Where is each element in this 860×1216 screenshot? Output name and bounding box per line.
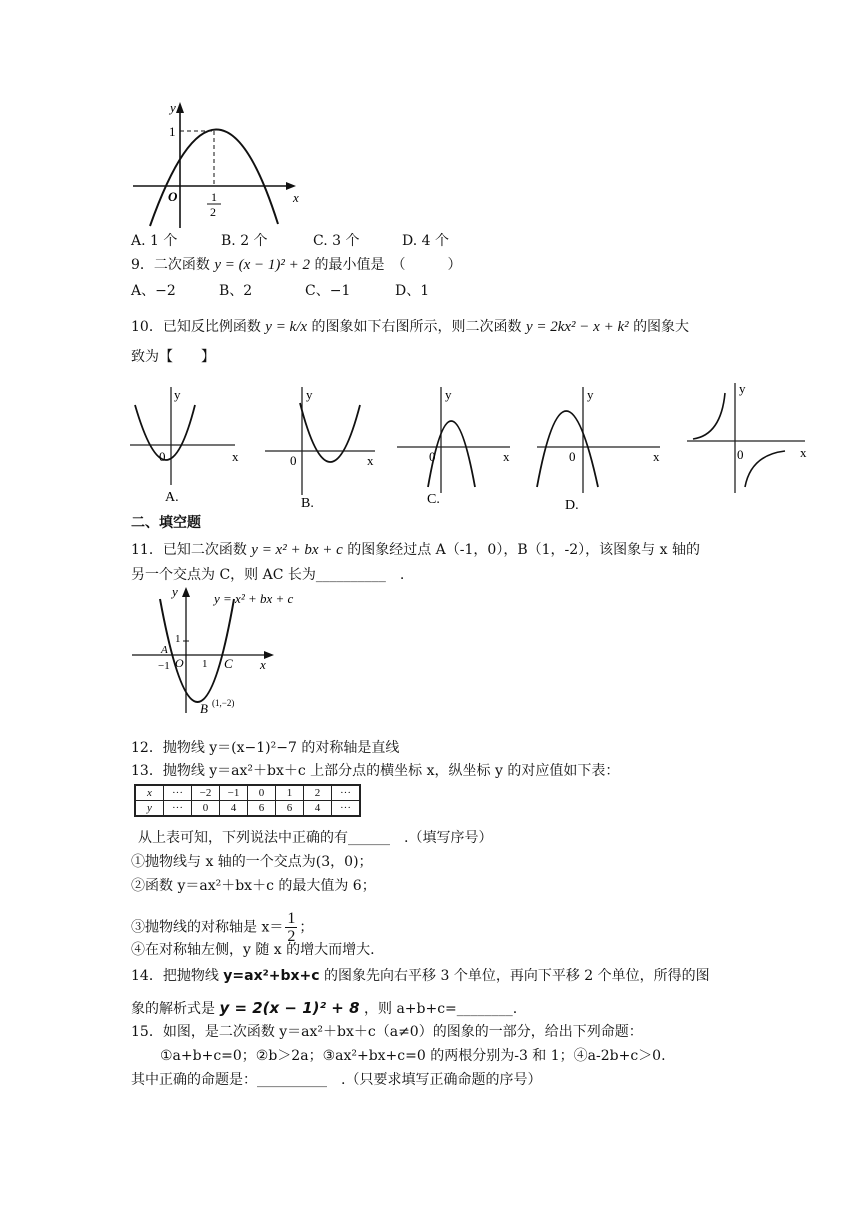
- q11-fig-o: O: [175, 656, 184, 670]
- q14-a: 14．把抛物线: [131, 968, 219, 984]
- graph-d-y: y: [587, 387, 594, 402]
- q11-line2: 另一个交点为 C，则 AC 长为__________ .: [131, 567, 405, 583]
- fig8-x-label: x: [293, 190, 299, 205]
- q11-fig-bpt: (1,−2): [212, 698, 235, 708]
- q9-tail: 的最小值是 （ ）: [314, 257, 462, 273]
- q14-line2: [131, 999, 517, 1018]
- q9-option-c: C、−1: [305, 283, 351, 299]
- q11-expr: y = x² + bx + c: [251, 542, 343, 558]
- table-cell: ···: [332, 801, 361, 817]
- q9-option-b: B、2: [219, 283, 253, 299]
- graph-d: [537, 387, 660, 513]
- question-14: [131, 967, 710, 985]
- q13-s3-fraction: [285, 910, 297, 945]
- table-cell: 0: [248, 785, 276, 801]
- q14-c: 象的解析式是: [131, 1001, 215, 1017]
- graph-a-x: x: [232, 449, 239, 464]
- question-15: 15．如图，是二次函数 y＝ax²＋bx＋c（a≠0）的图象的一部分，给出下列命题：: [131, 1024, 643, 1040]
- q8-option-b: B. 2 个: [221, 233, 268, 249]
- question-9: [131, 256, 462, 274]
- q8-option-d: D. 4 个: [402, 233, 449, 249]
- q11-fig-one-y: 1: [175, 633, 181, 645]
- question-11: [131, 541, 700, 559]
- q11-fig-b: B: [200, 701, 208, 716]
- table-row-x: [135, 785, 360, 801]
- graph-b: [265, 387, 375, 511]
- table-cell: y: [135, 801, 164, 817]
- q8-parabola-figure: [128, 98, 308, 230]
- graph-c: [397, 387, 510, 507]
- table-cell: 6: [276, 801, 304, 817]
- q11-fig-y: y: [172, 585, 178, 599]
- q10-text-b: 的图象如下右图所示，则二次函数: [311, 319, 522, 335]
- table-cell: −2: [192, 785, 220, 801]
- q8-options: [131, 232, 449, 250]
- table-cell: −1: [220, 785, 248, 801]
- graph-c-o: 0: [429, 449, 436, 464]
- q11-fig-c: C: [224, 656, 233, 671]
- table-row-y: [135, 801, 360, 817]
- q11-figure: [128, 585, 328, 717]
- graph-b-y: y: [306, 387, 313, 402]
- graph-c-x: x: [503, 449, 510, 464]
- q11-line1b: 的图象经过点 A（-1，0），B（1，-2），该图象与 x 轴的: [347, 542, 700, 558]
- fig8-one-label: 1: [169, 124, 176, 139]
- table-cell: 1: [276, 785, 304, 801]
- table-cell: 6: [248, 801, 276, 817]
- q10-expr2: y = 2kx² − x + k²: [525, 319, 629, 335]
- q13-statement-1: ①抛物线与 x 轴的一个交点为(3，0)；: [131, 854, 373, 870]
- q13-statement-4: ④在对称轴左侧，y 随 x 的增大而增大.: [131, 942, 375, 958]
- q10-text-c: 的图象大: [633, 319, 690, 335]
- graph-reciprocal-y: y: [739, 381, 746, 396]
- q9-expr: y = (x − 1)² + 2: [214, 257, 311, 273]
- q8-option-c: C. 3 个: [313, 233, 360, 249]
- table-cell: 2: [304, 785, 332, 801]
- q10-line2: 致为【 】: [131, 349, 215, 365]
- q13-statement-2: ②函数 y＝ax²＋bx＋c 的最大值为 6；: [131, 878, 376, 894]
- q14-b: 的图象先向右平移 3 个单位，再向下平移 2 个单位，所得的图: [324, 968, 710, 984]
- q13-s3-den: 2: [287, 928, 296, 945]
- graph-b-label: B.: [301, 496, 314, 511]
- graph-a-label: A.: [165, 490, 179, 505]
- graph-reciprocal-x: x: [800, 445, 807, 460]
- q11-fig-eq: y = x² + bx + c: [214, 591, 294, 606]
- q9-text: 9．二次函数: [131, 257, 210, 273]
- question-13: 13．抛物线 y＝ax²＋bx＋c 上部分点的横坐标 x，纵坐标 y 的对应值如下表：: [131, 763, 620, 779]
- q11-fig-one-x: 1: [202, 658, 208, 670]
- graph-c-y: y: [445, 387, 452, 402]
- fig8-half-num: 1: [211, 190, 217, 204]
- q11-fig-x: x: [260, 657, 266, 672]
- graph-d-x: x: [653, 449, 660, 464]
- q13-s3-num: 1: [287, 910, 296, 927]
- q9-option-a: A、−2: [131, 283, 176, 299]
- section-2-heading: 二、填空题: [131, 515, 201, 531]
- q11-fig-minus1: −1: [158, 660, 170, 672]
- fig8-origin-label: O: [168, 189, 178, 204]
- table-cell: ···: [164, 785, 192, 801]
- table-cell: ···: [164, 801, 192, 817]
- q13-statement-3: [131, 910, 313, 945]
- table-cell: 0: [192, 801, 220, 817]
- q14-expr2: y = 2(x − 1)² + 8: [219, 999, 360, 1017]
- graph-c-label: C.: [427, 492, 440, 507]
- fig8-y-label: y: [170, 100, 176, 115]
- q13-s3-text: ③抛物线的对称轴是 x＝: [131, 919, 284, 936]
- graph-b-o: 0: [290, 453, 297, 468]
- table-cell: x: [135, 785, 164, 801]
- q10-graphs: [125, 375, 820, 515]
- graph-a-y: y: [174, 387, 181, 402]
- q9-options: [131, 282, 430, 300]
- graph-reciprocal-o: 0: [737, 447, 744, 462]
- q15-line2: ①a+b+c=0；②b＞2a；③ax²+bx+c=0 的两根分别为-3 和 1；④a-2b+c＞0.: [160, 1048, 666, 1064]
- graph-reciprocal: [687, 381, 807, 493]
- q13-s3-tail: ；: [299, 919, 314, 936]
- q13-value-table: [134, 784, 361, 817]
- question-10: [131, 318, 689, 336]
- fig8-half-den: 2: [210, 205, 216, 219]
- graph-a: [130, 387, 239, 505]
- table-cell: 4: [220, 801, 248, 817]
- q10-text-a: 10．已知反比例函数: [131, 319, 261, 335]
- table-cell: ···: [332, 785, 361, 801]
- q11-line1a: 11．已知二次函数: [131, 542, 247, 558]
- q8-option-a: A. 1 个: [131, 233, 178, 249]
- q11-fig-a: A: [161, 644, 168, 656]
- q14-expr1: y=ax²+bx+c: [223, 968, 320, 984]
- q9-option-d: D、1: [395, 283, 430, 299]
- q13-after: 从上表可知，下列说法中正确的有______ .（填写序号）: [138, 830, 493, 846]
- graph-d-label: D.: [565, 498, 579, 513]
- table-cell: 4: [304, 801, 332, 817]
- q14-d: ，则 a+b+c=________.: [364, 1001, 518, 1017]
- question-12: 12．抛物线 y＝(x−1)²−7 的对称轴是直线: [131, 740, 400, 756]
- graph-d-o: 0: [569, 449, 576, 464]
- q10-expr-k: y = k/x: [265, 319, 308, 335]
- graph-a-o: 0: [159, 449, 166, 464]
- graph-b-x: x: [367, 453, 374, 468]
- q15-line3: 其中正确的命题是：__________ .（只要求填写正确命题的序号）: [131, 1072, 542, 1088]
